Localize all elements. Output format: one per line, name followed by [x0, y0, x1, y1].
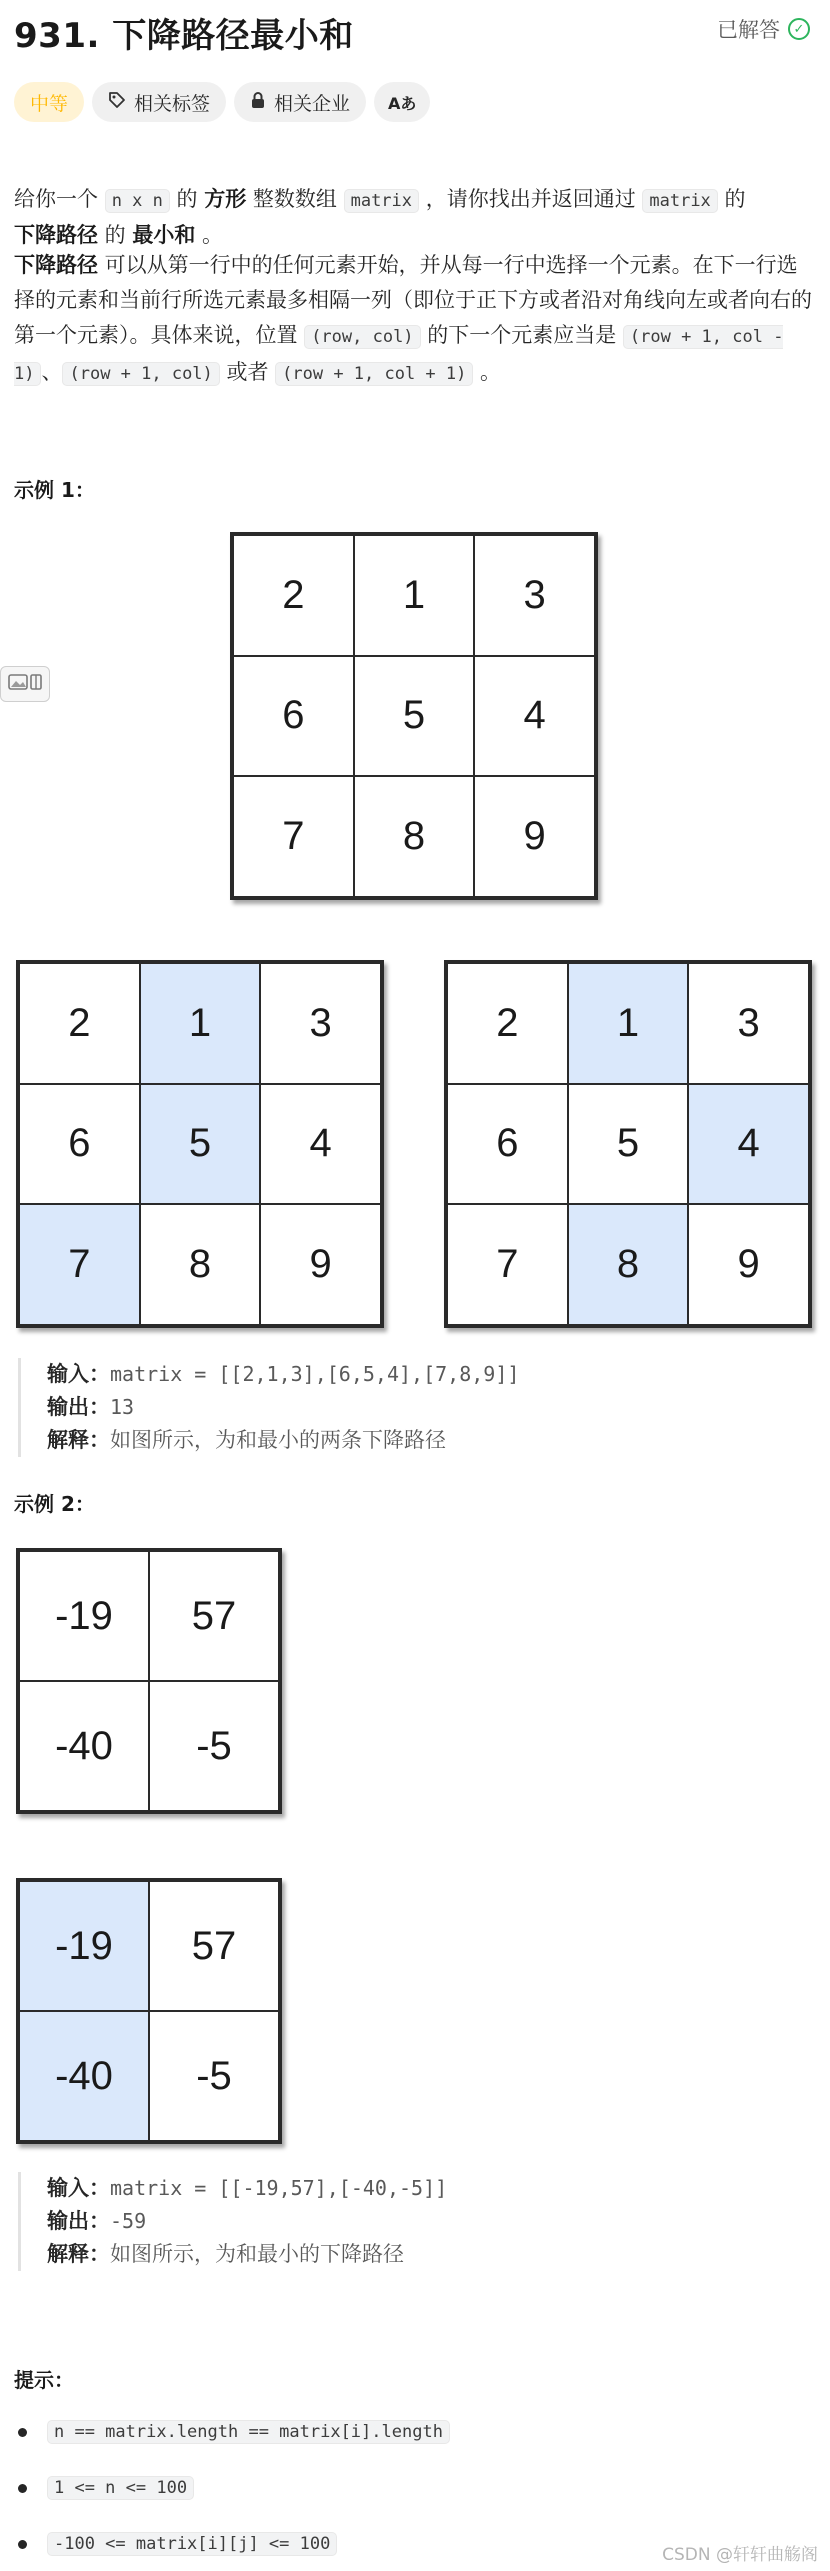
text: 的下一个元素应当是	[420, 323, 623, 347]
matrix-cell: -5	[149, 1681, 279, 1811]
description-paragraph-1	[14, 182, 814, 252]
matrix-cell: -5	[149, 2011, 279, 2141]
matrix-cell: 57	[149, 1881, 279, 2011]
matrix-cell: 7	[19, 1204, 140, 1325]
inline-code: (row + 1, col)	[62, 362, 219, 386]
matrix-cell: 7	[447, 1204, 568, 1325]
matrix-cell: -40	[19, 1681, 149, 1811]
input-label: 输入：	[47, 1362, 110, 1386]
example-1-io-block	[18, 1358, 519, 1457]
explain-label: 解释：	[47, 1428, 110, 1452]
matrix-cell: 5	[140, 1084, 261, 1205]
compare-icon	[30, 673, 42, 696]
related-companies-button[interactable]	[234, 82, 366, 122]
hint-item	[18, 2420, 450, 2444]
difficulty-label: 中等	[30, 92, 69, 115]
input-value: matrix = [[2,1,3],[6,5,4],[7,8,9]]	[110, 1362, 520, 1386]
image-icon	[8, 673, 28, 696]
input-line	[47, 2172, 447, 2205]
matrix-cell: 3	[260, 963, 381, 1084]
matrix-cell: 4	[474, 656, 595, 777]
example-2-heading: 示例 2：	[14, 1492, 95, 1516]
text: 的	[169, 187, 205, 211]
solved-label: 已解答	[717, 18, 780, 42]
matrix-cell: -19	[19, 1881, 149, 2011]
example-2-path-figure	[16, 1878, 282, 2144]
check-circle-icon: ✓	[788, 18, 810, 40]
matrix-cell: 57	[149, 1551, 279, 1681]
related-tags-label: 相关标签	[134, 92, 211, 115]
bold-text: 下降路径	[14, 253, 98, 277]
translate-icon: Aあ	[388, 93, 417, 113]
input-line	[47, 1358, 519, 1391]
tag-icon	[108, 91, 126, 114]
text: 的	[98, 223, 133, 247]
inline-code: n x n	[105, 189, 170, 213]
matrix-cell: -40	[19, 2011, 149, 2141]
matrix-cell: 9	[260, 1204, 381, 1325]
explain-value: 如图所示，为和最小的两条下降路径	[110, 1428, 446, 1452]
output-line	[47, 1391, 519, 1424]
bullet-dot	[18, 2484, 27, 2493]
text: 整数数组	[246, 187, 344, 211]
matrix-cell: 8	[140, 1204, 261, 1325]
matrix-cell: 6	[447, 1084, 568, 1205]
example-1-matrix-figure	[230, 532, 598, 900]
output-label: 输出：	[47, 1395, 110, 1419]
bold-text: 下降路径	[14, 223, 98, 247]
output-value: 13	[110, 1395, 135, 1419]
hints-heading: 提示：	[14, 2368, 74, 2392]
text: 给你一个	[14, 187, 105, 211]
matrix-cell: 3	[688, 963, 809, 1084]
lock-icon	[250, 91, 266, 114]
text: 。	[195, 223, 224, 247]
output-label: 输出：	[47, 2209, 110, 2233]
matrix-cell: 7	[233, 776, 354, 897]
bullet-dot	[18, 2428, 27, 2437]
explain-value: 如图所示，为和最小的下降路径	[110, 2242, 404, 2266]
matrix-cell: 5	[568, 1084, 689, 1205]
example-2-io-block	[18, 2172, 447, 2271]
explain-label: 解释：	[47, 2242, 110, 2266]
watermark: CSDN @轩轩曲觞阁	[662, 2545, 818, 2565]
related-tags-button[interactable]	[92, 82, 226, 122]
translate-button[interactable]	[374, 82, 430, 122]
text: 的	[717, 187, 746, 211]
inline-code: (row, col)	[304, 325, 420, 349]
example-2-matrix-figure	[16, 1548, 282, 1814]
matrix-cell: 5	[354, 656, 475, 777]
solved-status	[717, 14, 810, 44]
problem-title: 931. 下降路径最小和	[14, 16, 354, 56]
text: 。	[473, 360, 502, 384]
matrix-cell: 2	[233, 535, 354, 656]
matrix-cell: 8	[354, 776, 475, 897]
bold-text: 方形	[204, 187, 247, 211]
matrix-cell: 8	[568, 1204, 689, 1325]
matrix-cell: 1	[140, 963, 261, 1084]
matrix-cell: 9	[688, 1204, 809, 1325]
description-paragraph-2	[14, 248, 814, 392]
hint-code: n == matrix.length == matrix[i].length	[47, 2420, 450, 2444]
tag-row	[14, 82, 430, 122]
matrix-cell: 1	[568, 963, 689, 1084]
hint-item	[18, 2476, 194, 2500]
example-1-path-figure-right	[444, 960, 812, 1328]
text: 可以从第一行中的任何元素开始，并从每一行中选择一个元素。在下一行选择的元素和当前行所选元素最多相隔一列（即位于正下方或者沿对角线向左或者向右的第一个元素）。具体来说，位置	[14, 253, 812, 347]
hint-item	[18, 2532, 337, 2556]
difficulty-badge	[14, 82, 84, 122]
related-companies-label: 相关企业	[274, 92, 351, 115]
hint-code: -100 <= matrix[i][j] <= 100	[47, 2532, 337, 2556]
input-value: matrix = [[-19,57],[-40,-5]]	[110, 2176, 448, 2200]
inline-code: (row + 1, col - 1)	[14, 327, 784, 384]
bullet-dot	[18, 2540, 27, 2549]
explain-line	[47, 1424, 519, 1457]
matrix-cell: 3	[474, 535, 595, 656]
bold-text: 最小和	[132, 223, 196, 247]
matrix-cell: 6	[19, 1084, 140, 1205]
matrix-cell: 2	[19, 963, 140, 1084]
matrix-cell: 6	[233, 656, 354, 777]
inline-code: matrix	[344, 189, 419, 213]
text: 或者	[219, 360, 276, 384]
matrix-cell: 9	[474, 776, 595, 897]
output-value: -59	[110, 2209, 147, 2233]
output-line	[47, 2205, 447, 2238]
matrix-cell: 2	[447, 963, 568, 1084]
inline-code: (row + 1, col + 1)	[275, 362, 473, 386]
matrix-cell: 4	[688, 1084, 809, 1205]
explain-line	[47, 2238, 447, 2271]
example-1-heading: 示例 1：	[14, 478, 95, 502]
matrix-cell: 4	[260, 1084, 381, 1205]
input-label: 输入：	[47, 2176, 110, 2200]
matrix-cell: -19	[19, 1551, 149, 1681]
text: ，请你找出并返回通过	[419, 187, 643, 211]
text: 、	[41, 360, 63, 384]
example-1-path-figure-left	[16, 960, 384, 1328]
inline-code: matrix	[642, 189, 717, 213]
matrix-cell: 1	[354, 535, 475, 656]
hint-code: 1 <= n <= 100	[47, 2476, 194, 2500]
image-toolbar[interactable]	[0, 666, 50, 702]
